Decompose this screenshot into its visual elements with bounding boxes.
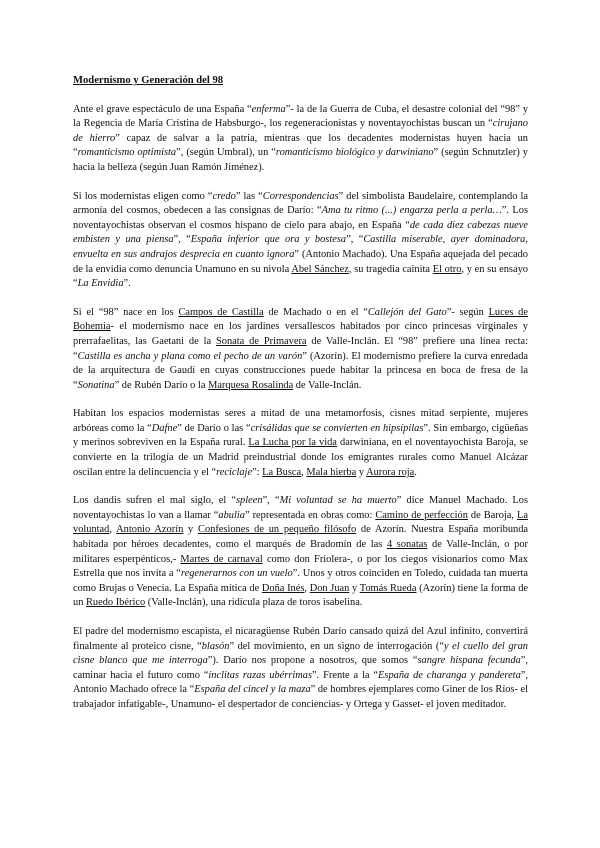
paragraph-5: Los dandis sufren el mal siglo, el “spleen”, “Mi voluntad se ha muerto” dice Manuel Machado. Los noventayochistas lo van a llamar “abulia” representada en obras como: Camino de perfección de Baroja, La voluntad, Antonio Azorín y Confesiones de un pequeño filósofo de Azorín. Nuestra España moribunda habitada por héroes decadentes, como el marqués de Bradomín de las 4 sonatas de Valle-Inclán, o por militares esperpénticos,- Martes de carnaval como don Friolera-, o por los ciegos visionarios como Max Estrella que nos invita a “regenerarnos con un vuelo”. Unos y otros coinciden en Toledo, cuidada tan muerta como Brujas o Venecia. La España mítica de Doña Inés, Don Juan y Tomás Rueda (Azorín) tiene la forma de un Ruedo Ibérico (Valle-Inclán), una ridícula plaza de toros isabelina. xyxy=(73,495,529,609)
paragraph-3: Si el “98” nace en los Campos de Castilla de Machado o en el “Callejón del Gato”- según Luces de Bohemia- el modernismo nace en los jardines versallescos habitados por cinco princesas virginales y prerrafaelitas, las Gaetani de la Sonata de Primavera de Valle-Inclán. El “98” prefiere una línea recta: “Castilla es ancha y plana como el pecho de un varón” (Azorín). El modernismo prefiere la curva enredada de la arquitectura de Gaudí en cuyas construcciones puede habitar la princesa en boca de fresa de la “Sonatina” de Rubén Darío o la Marquesa Rosalinda de Valle-Inclán. xyxy=(73,306,529,391)
paragraph-2: Si los modernistas eligen como “credo” las “Correspondencias” del simbolista Baudelaire, contemplando la armonía del cosmos, obedecen a las consignas de Darío: “Ama tu ritmo (...) engarza perla a perla…”. Los noventayochistas observan el cosmos hispano de cielo para abajo, en España “de cada diez cabezas nueve embisten y una piensa”, “España inferior que ora y bostesa”, “Castilla miserable, ayer dominadora, envuelta en sus andrajos desprecia en cuanto ignora” (Antonio Machado). Una España aquejada del pecado de la envidia como denuncia Unamuno en su nivola Abel Sánchez, su tragedia cainita El otro, y en su ensayo “La Envidia”. xyxy=(73,190,529,290)
link-abel-sanchez: Abel Sánchez xyxy=(291,263,349,275)
paragraph-6: El padre del modernismo escapista, el nicaragüense Rubén Darío cansado quizá del Azul infinito, convertirá finalmente al proteico cisne, “blasón” del movimiento, en un signo de interrogación (“y el cuello del gran cisne blanco que me interroga”). Darío nos propone a nosotros, que somos “sangre hispana fecunda”, caminar hacia el futuro como “ínclitas razas ubérrimas”. Frente a la “España de charanga y pandereta”, Antonio Machado ofrece la “España del cincel y la maza” de hombres ejemplares como Giner de los Ríos- el trabajador infatigable-, Unamuno- el despertador de conciencias- y Ortega y Gasset- el joven meditador. xyxy=(73,626,529,710)
link-el-otro: El otro xyxy=(432,263,462,275)
paragraph-1: Ante el grave espectáculo de una España “enferma”- la de la Guerra de Cuba, el desastre colonial del “98” y la Regencia de María Cristina de Habsburgo-, los regeneracionistas y noventayochistas buscan un “cirujano de hierro” capaz de salvar a la patria, mientras que los decadentes modernistas huyen hacia un “romanticismo optimista”, (según Umbral), un “romanticismo biológico y darwiniano” (según Schnutzler) y hacia la belleza (según Juan Ramón Jiménez). xyxy=(73,103,529,173)
paragraph-4: Habitan los espacios modernistas seres a mitad de una metamorfosis, cisnes mitad serpiente, mujeres arbóreas como la “Dafne” de Darío o las “crisálidas que se convierten en hipsípilas”. Sin embargo, cigüeñas y merinos sobreviven en la España rural. La Lucha por la vida darwiniana, en el noventayochista Baroja, se convierte en la trilogía de un Madrid preindustrial donde los emigrantes rurales como Manuel Alcázar oscilan entre la delincuencia y el “reciclaje”: La Busca, Mala hierba y Aurora roja. xyxy=(73,408,528,478)
page-title: Modernismo y Generación del 98 xyxy=(73,75,224,86)
document-page xyxy=(73,74,528,727)
